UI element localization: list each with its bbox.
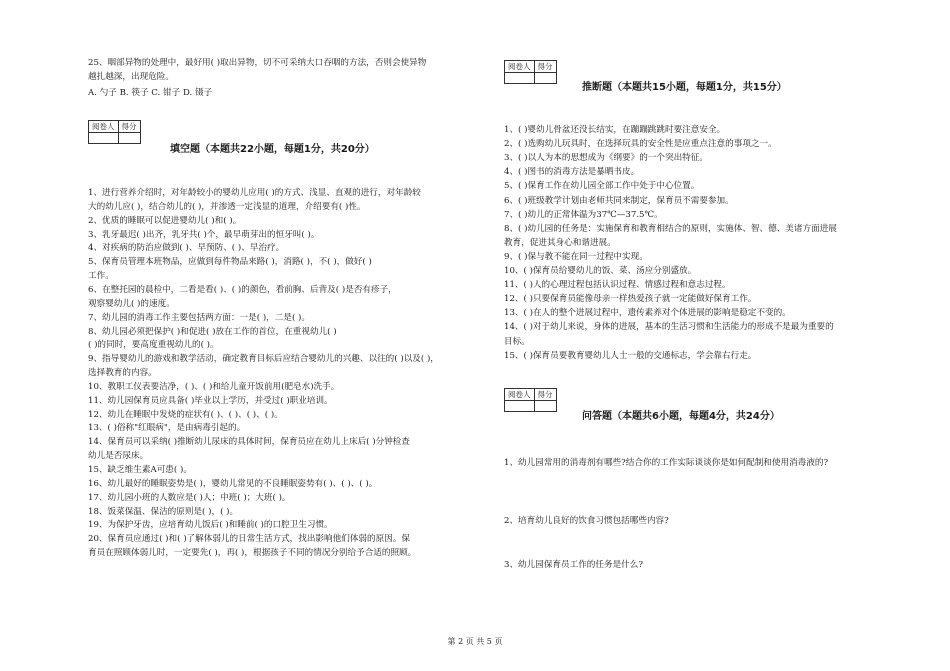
fill-line-4: 4、对疾病的防治应做到( )、早预防、( )、早治疗。 — [88, 243, 285, 254]
judge-line-8: 教育，促进其身心和谐进展。 — [504, 237, 616, 248]
fill-line-8: 观察婴幼儿( )的速度。 — [88, 298, 175, 309]
fill-line-5: 5、保育员管理本班物品，应做到每件物品来路( )，消路( )，不( )，做好( ) — [88, 257, 372, 268]
score-label: 得分 — [118, 121, 140, 133]
fill-line-3: 3、乳牙最迟( )出齐，乳牙共( )个，最早萌芽出的恒牙叫( )。 — [88, 229, 320, 240]
judge-line-13: 13、( )在人的整个进展过程中，遗传素养对个体进展的影响是稳定不变的。 — [504, 308, 791, 319]
fill-line-10: 8、幼儿园必须把保护( )和促进( )放在工作的首位，在重视幼儿( ) — [88, 326, 337, 337]
fill-line-22: 17、幼儿园小班的人数应是( )人；中班( )；大班( )。 — [88, 492, 291, 503]
reviewer-label: 阅卷人 — [505, 389, 535, 401]
judge-line-3: 4、( )图书的消毒方法是暴晒书皮。 — [504, 167, 640, 178]
judge-line-1: 2、( )选购幼儿玩具时，在选择玩具的安全性是应重点注意的事项之一。 — [504, 139, 777, 150]
reviewer-cell[interactable] — [505, 73, 535, 84]
judge-line-11: 11、( )人的心理过程包括认识过程、情感过程和意志过程。 — [504, 280, 731, 291]
score-cell[interactable] — [534, 401, 556, 412]
fill-line-24: 19、为保护牙齿，应培育幼儿饭后( )和睡前( )的口腔卫生习惯。 — [88, 520, 333, 531]
fill-line-6: 工作。 — [88, 271, 114, 282]
judge-line-9: 9、( )保与教不能在同一过程中实现。 — [504, 251, 648, 262]
score-cell[interactable] — [534, 73, 556, 84]
judge-line-15: 目标。 — [504, 336, 530, 347]
judge-section-title: 推断题（本题共15小题，每题1分，共15分） — [582, 82, 787, 93]
fill-line-13: 选择教育的内容。 — [88, 368, 157, 379]
judge-line-2: 3、( )以人为本的思想成为《纲要》的一个突出特征。 — [504, 153, 708, 164]
score-label: 得分 — [534, 389, 556, 401]
q25-line-1: 越扎越深，出现危险。 — [88, 72, 174, 82]
fill-line-25: 20、保育员应通过( )和( )了解体弱儿的日常生活方式，找出影响他们体弱的原因。保 — [88, 534, 410, 545]
judge-line-14: 14、( )对于幼儿来说，身体的进展，基本的生活习惯和生活能力的形成不是最为重要的 — [504, 322, 834, 333]
judge-line-10: 10、( )保育员给婴幼儿的饭、菜、汤应分别盛放。 — [504, 266, 697, 276]
fill-line-1: 大的幼儿应( )，结合幼儿的( )，并渗透一定浅显的道理，介绍要有( )性。 — [88, 201, 366, 212]
judge-line-16: 15、( )保育员要教育婴幼儿人士一般的交通标志，学会靠右行走。 — [504, 350, 757, 361]
qa-question-1: 2、培育幼儿良好的饮食习惯包括哪些内容? — [504, 516, 669, 526]
page-footer: 第 2 页 共 5 页 — [447, 637, 503, 646]
qa-section-title: 问答题（本题共6小题，每题4分，共24分） — [582, 411, 780, 422]
qa-question-2: 3、幼儿园保育员工作的任务是什么? — [504, 560, 643, 570]
fill-line-2: 2、优质的睡眠可以促进婴幼儿( )和( )。 — [88, 215, 242, 226]
judge-line-6: 7、( )幼儿的正常体温为37℃—37.5℃。 — [504, 209, 663, 220]
grade-table-fill — [88, 120, 141, 144]
judge-line-12: 12、( )只要保育员能像母亲一样热爱孩子就一定能做好保育工作。 — [504, 294, 757, 305]
judge-line-7: 8、( )幼儿园的任务是：实施保育和教育相结合的原则，实施体、智、德、美诸方面进展 — [504, 223, 837, 234]
grade-table-qa — [504, 388, 557, 412]
fill-line-21: 16、幼儿最好的睡眠姿势是( )，婴幼儿常见的不良睡眠姿势有( )、( )、( )。 — [88, 478, 378, 489]
qa-question-0: 1、幼儿园常用的消毒剂有哪些?结合你的工作实际谈谈你是如何配制和使用消毒液的? — [504, 458, 829, 468]
fill-line-26: 育员在照顾体弱儿时，一定要先( )，再( )，根据孩子不同的情况分别给予合适的照顾。 — [88, 548, 417, 559]
score-label: 得分 — [534, 61, 556, 73]
score-cell[interactable] — [118, 133, 140, 144]
fill-line-17: 13、( )俗称"红眼病"，是由病毒引起的。 — [88, 423, 246, 434]
fill-line-11: ( )的同时，要高度重视幼儿的( )。 — [88, 340, 219, 351]
fill-line-12: 9、指导婴幼儿的游戏和教学活动，确定教育目标后应结合婴幼儿的兴趣、以往的( )以及( )， — [88, 354, 439, 365]
fill-line-7: 6、在整托园的晨检中，二看是看( )、( )的颜色，看前胸、后背及( )是否有疹子， — [88, 284, 397, 295]
judge-line-0: 1、( )婴幼儿骨盆还没长结实，在蹦蹦跳跳时要注意安全。 — [504, 125, 726, 135]
reviewer-cell[interactable] — [505, 401, 535, 412]
fill-line-23: 18、饭菜保温、保洁的原则是( )，( )。 — [88, 506, 239, 517]
fill-line-18: 14、保育员可以采纳( )推断幼儿尿床的具体时间，保育员应在幼儿上床后( )分钟检查 — [88, 437, 410, 448]
fill-line-20: 15、缺乏维生素A可患( )。 — [88, 465, 192, 475]
judge-line-4: 5、( )保育工作在幼儿园全部工作中处于中心位置。 — [504, 181, 700, 192]
fill-line-15: 11、幼儿园保育员应具备( )毕业以上学历，并受过( )职业培训。 — [88, 395, 333, 406]
fill-line-16: 12、幼儿在睡眠中发烧的症状有( )、( )、( )、( )。 — [88, 409, 283, 420]
q25-line-2: A. 勺子 B. 筷子 C. 钳子 D. 镊子 — [88, 88, 213, 98]
fill-section-title: 填空题（本题共22小题，每题1分，共20分） — [170, 144, 375, 155]
fill-line-0: 1、进行营养介绍时，对年龄较小的婴幼儿应用( )的方式、浅显、直观的进行，对年龄较 — [88, 188, 421, 198]
reviewer-cell[interactable] — [89, 133, 119, 144]
fill-line-9: 7、幼儿园的消毒工作主要包括两方面：一是( )，二是( )。 — [88, 312, 310, 323]
reviewer-label: 阅卷人 — [89, 121, 119, 133]
reviewer-label: 阅卷人 — [505, 61, 535, 73]
fill-line-14: 10、教职工仪表要洁净，( )、( )和给儿童开饭前用(肥皂水)洗手。 — [88, 381, 340, 392]
judge-line-5: 6、( )班级教学计划由老师共同来制定，保育员不需要参加。 — [504, 195, 734, 206]
fill-line-19: 幼儿是否尿床。 — [88, 451, 149, 462]
q25-line-0: 25、咽部异物的处理中，最好用( )取出异物，切不可采纳大口吞咽的方法，否则会使异物 — [88, 58, 427, 68]
grade-table-judge — [504, 60, 557, 84]
